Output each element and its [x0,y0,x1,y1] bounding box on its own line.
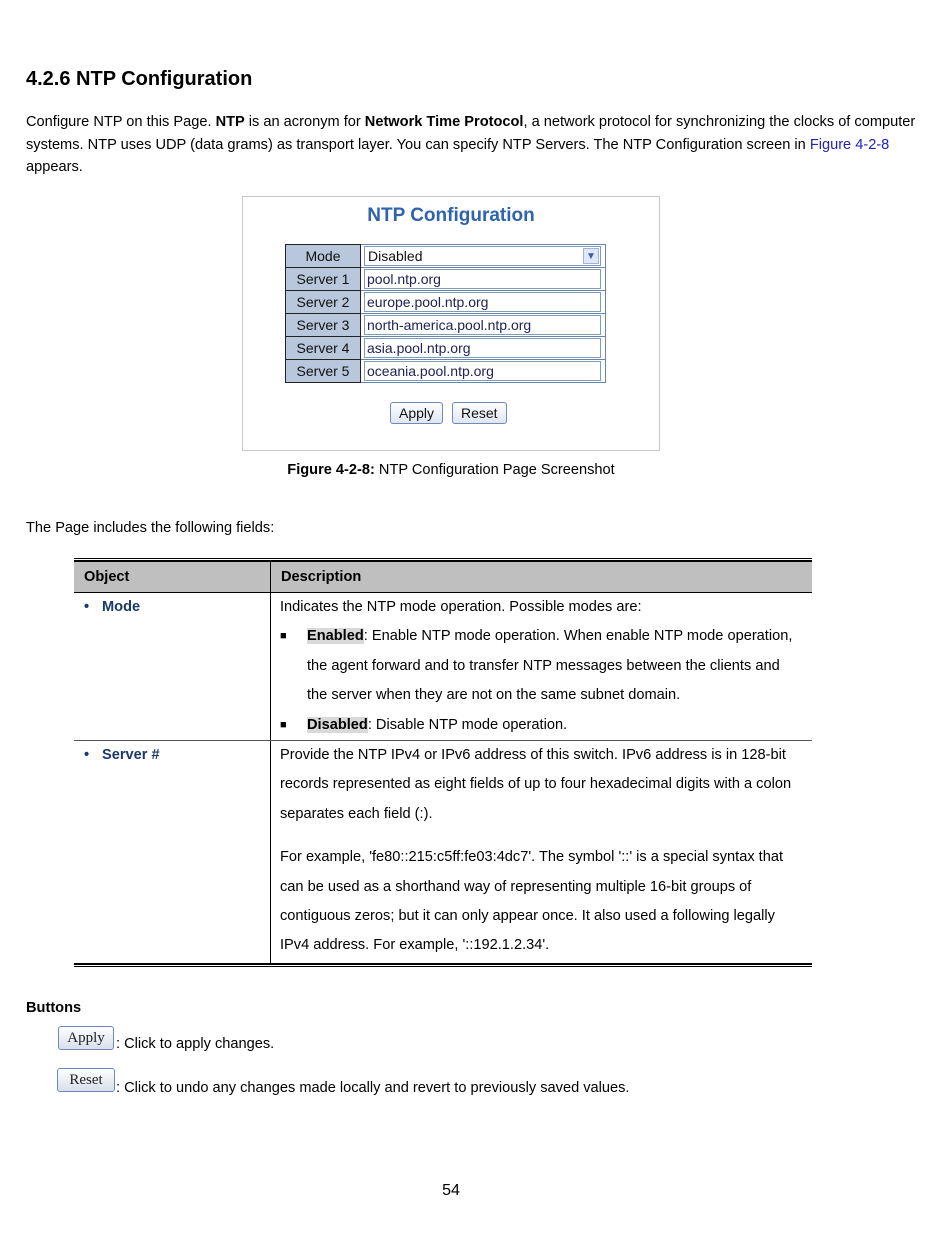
bullet-icon: • [84,599,90,615]
apply-button[interactable]: Apply [390,402,443,424]
intro-text-4: appears. [26,159,83,176]
description-cell [271,741,812,963]
ntp-config-screenshot [242,196,660,451]
server-5-input[interactable]: oceania.pool.ntp.org [364,361,601,381]
server-4-input[interactable]: asia.pool.ntp.org [364,338,601,358]
server-3-input[interactable]: north-america.pool.ntp.org [364,315,601,335]
intro-text-2: is an acronym for [244,114,365,130]
server-cell [361,314,606,337]
chevron-down-icon[interactable]: ▼ [583,248,599,264]
table-header-row [74,562,812,593]
list-item-text [307,711,567,740]
object-cell [74,593,271,740]
header-description: Description [281,569,362,585]
mode-select[interactable] [364,246,601,266]
intro-ntp-term: NTP [215,114,245,130]
mode-cell [361,245,606,268]
disabled-text: : Disable NTP mode operation. [367,716,568,733]
disabled-term: Disabled [307,716,368,733]
server-label: Server 5 [286,360,361,383]
caption-text: NTP Configuration Page Screenshot [374,462,615,478]
mode-label: Mode [286,245,361,268]
square-bullet-icon: ■ [280,718,287,731]
intro-text-1: Configure NTP on this Page. [26,114,216,130]
server-label: Server 2 [286,291,361,314]
server-cell [361,268,606,291]
reset-description: : Click to undo any changes made locally and revert to previously saved values. [116,1080,630,1096]
intro-text-3: , a network protocol for synchronizing the clocks of computer systems. NTP uses UDP (data grams) as transport layer. You can specify NTP Servers. The NTP Configuration screen in [26,114,916,153]
apply-button-example[interactable]: Apply [58,1026,114,1050]
object-mode: Mode [102,599,141,615]
caption-label: Figure 4-2-8: [287,462,375,478]
mode-select-value: Disabled [368,248,423,264]
ntp-config-form [285,244,606,383]
screenshot-title: NTP Configuration [367,205,535,226]
server-cell [361,337,606,360]
list-item [280,622,804,710]
page-number: 54 [442,1182,460,1199]
list-item [280,711,804,740]
table-row [74,741,812,963]
server-cell [361,291,606,314]
header-object: Object [74,562,271,592]
object-server: Server # [102,747,160,763]
server-1-input[interactable]: pool.ntp.org [364,269,601,289]
reset-button[interactable]: Reset [452,402,507,424]
server-description-2: For example, 'fe80::215:c5ff:fe03:4dc7'. The symbol '::' is a special syntax that can be used as a shorthand way of representing multiple 16-bit groups of contiguous zeros; but it can only appear once. It also used a following legally IPv4 address. For example, '::192.1.2.34'. [280,849,784,954]
intro-protocol-term: Network Time Protocol [364,114,524,130]
server-label: Server 4 [286,337,361,360]
fields-intro: The Page includes the following fields: [26,520,275,536]
reset-button-example[interactable]: Reset [57,1068,115,1092]
buttons-heading: Buttons [26,1000,82,1016]
bullet-icon: • [84,747,90,763]
server-description-1: Provide the NTP IPv4 or IPv6 address of this switch. IPv6 address is in 128-bit records represented as eight fields of up to four hexadecimal digits with a colon separates each field (:). [280,747,792,822]
enabled-term: Enabled [307,628,364,645]
table-bottom-rule [74,963,812,967]
figure-link[interactable]: Figure 4-2-8 [809,136,890,153]
server-label: Server 3 [286,314,361,337]
server-cell [361,360,606,383]
apply-description: : Click to apply changes. [116,1036,275,1052]
fields-table [74,558,812,967]
intro-paragraph [26,111,916,179]
table-row [74,593,812,741]
server-2-input[interactable]: europe.pool.ntp.org [364,292,601,312]
square-bullet-icon: ■ [280,630,287,643]
figure-caption [0,462,902,478]
list-item-text [307,622,804,710]
section-title: 4.2.6 NTP Configuration [26,68,253,90]
object-cell [74,741,271,963]
description-cell [271,593,812,740]
server-label: Server 1 [286,268,361,291]
mode-intro: Indicates the NTP mode operation. Possible modes are: [280,599,642,615]
enabled-text: : Enable NTP mode operation. When enable NTP mode operation, the agent forward and to transfer NTP messages between the clients and the server when they are not on the same subnet domain. [307,628,793,704]
